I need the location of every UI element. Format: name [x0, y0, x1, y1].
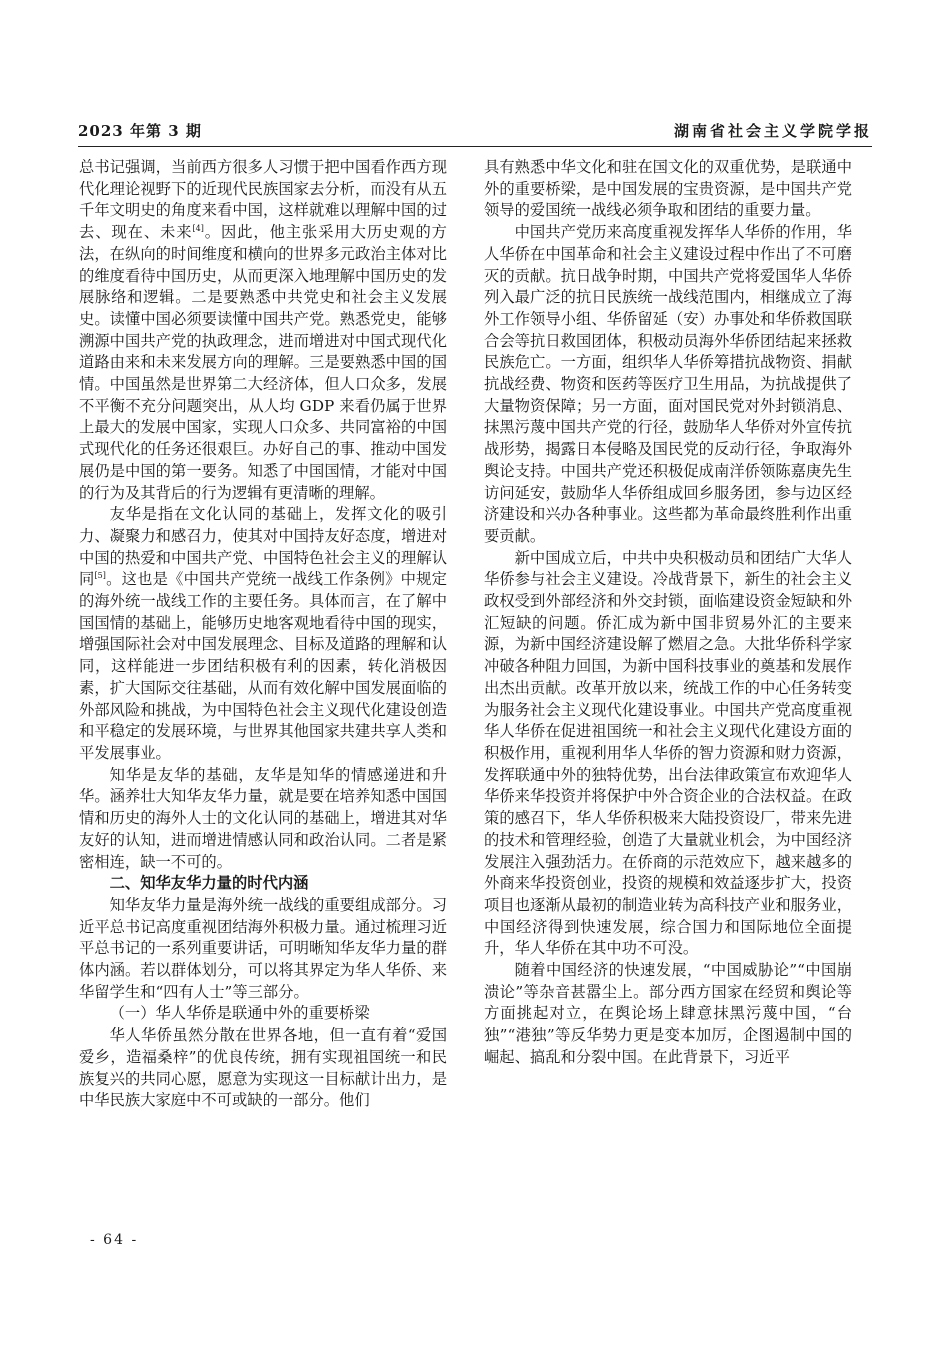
- paragraph: 具有熟悉中华文化和驻在国文化的双重优势，是联通中外的重要桥梁，是中国发展的宝贵资源，是中国共产党领导的爱国统一战线必须争取和团结的重要力量。: [484, 158, 852, 220]
- citation-ref[interactable]: [5]: [94, 571, 106, 581]
- right-column: [484, 157, 852, 1069]
- running-header: [78, 118, 872, 144]
- paragraph: 总书记强调，当前西方很多人习惯于把中国看作西方现代化理论视野下的近现代民族国家去分析，而没有从五千年文明史的角度来看中国，这样就难以理解中国的过去、现在、未来[4]。因此，他主张采用大历史观的方法，在纵向的时间维度和横向的世界多元政治主体对比的维度看待中国历史，从而更深入地理解中国历史的发展脉络和逻辑。二是要熟悉中共党史和社会主义发展史。读懂中国必须要读懂中国共产党。熟悉党史，能够溯源中国共产党的执政理念，进而增进对中国式现代化道路由来和未来发展方向的理解。三是要熟悉中国的国情。中国虽然是世界第二大经济体，但人口众多，发展不平衡不充分问题突出，从人均 GDP 来看仍属于世界上最大的发展中国家，实现人口众多、共同富裕的中国式现代化的任务还很艰巨。办好自己的事、推动中国发展仍是中国的第一要务。知悉了中国国情，才能对中国的行为及其背后的行为逻辑有更清晰的理解。: [79, 158, 447, 502]
- journal-title: 湖南省社会主义学院学报: [673, 122, 872, 140]
- paragraph: 随着中国经济的快速发展，“中国威胁论”“中国崩溃论”等杂音甚嚣尘上。部分西方国家在经贸和舆论等方面挑起对立，在舆论场上肆意抹黑污蔑中国，“台独”“港独”等反华势力更是变本加厉，企图遏制中国的崛起、搞乱和分裂中国。在此背景下，习近平: [484, 961, 852, 1066]
- issue-label: 2023 年第 3 期: [78, 122, 202, 140]
- paragraph: 新中国成立后，中共中央积极动员和团结广大华人华侨参与社会主义建设。冷战背景下，新生的社会主义政权受到外部经济和外交封锁，面临建设资金短缺和外汇短缺的问题。侨汇成为新中国非贸易外汇的主要来源，为新中国经济建设解了燃眉之急。大批华侨科学家冲破各种阻力回国，为新中国科技事业的奠基和发展作出杰出贡献。改革开放以来，统战工作的中心任务转变为服务社会主义现代化建设事业。中国共产党高度重视华人华侨在促进祖国统一和社会主义现代化建设方面的积极作用，重视利用华人华侨的智力资源和财力资源，发挥联通中外的独特优势，出台法律政策宣布欢迎华人华侨来华投资并将保护中外合资企业的合法权益。在政策的感召下，华人华侨积极来大陆投资设厂，带来先进的技术和管理经验，创造了大量就业机会，为中国经济发展注入强劲活力。在侨商的示范效应下，越来越多的外商来华投资创业，投资的规模和效益逐步扩大，投资项目也逐渐从最初的制造业转为高科技产业和服务业，中国经济得到快速发展，综合国力和国际地位全面提升，华人华侨在其中功不可没。: [484, 548, 852, 958]
- section-heading: 二、知华友华力量的时代内涵: [109, 874, 309, 893]
- header-rule: [78, 146, 872, 147]
- left-column: [79, 157, 447, 1112]
- paragraph: 知华是友华的基础，友华是知华的情感递进和升华。涵养壮大知华友华力量，就是要在培养知悉中国国情和历史的海外人士的文化认同的基础上，增进其对华友好的认知，进而增进情感认同和政治认同。二者是紧密相连，缺一不可的。: [79, 765, 447, 871]
- paragraph: 友华是指在文化认同的基础上，发挥文化的吸引力、凝聚力和感召力，使其对中国持友好态度，增进对中国的热爱和中国共产党、中国特色社会主义的理解认同[5]。这也是《中国共产党统一战线工作条例》中规定的海外统一战线工作的主要任务。具体而言，在了解中国国情的基础上，能够历史地客观地看待中国的现实，增强国际社会对中国发展理念、目标及道路的理解和认同，这样能进一步团结积极有利的因素，转化消极因素，扩大国际交往基础，从而有效化解中国发展面临的外部风险和挑战，为中国特色社会主义现代化建设创造和平稳定的发展环境，与世界其他国家共建共享人类和平发展事业。: [79, 505, 447, 762]
- paragraph: 知华友华力量是海外统一战线的重要组成部分。习近平总书记高度重视团结海外积极力量。通过梳理习近平总书记的一系列重要讲话，可明晰知华友华力量的群体内涵。若以群体划分，可以将其界定为华人华侨、来华留学生和“四有人士”等三部分。: [79, 895, 447, 1001]
- paragraph: 华人华侨虽然分散在世界各地，但一直有着“爱国爱乡，造福桑梓”的优良传统，拥有实现祖国统一和民族复兴的共同心愿，愿意为实现这一目标献计出力，是中华民族大家庭中不可或缺的一部分。他们: [79, 1026, 447, 1110]
- page-number: - 64 -: [90, 1232, 139, 1248]
- paragraph: 中国共产党历来高度重视发挥华人华侨的作用，华人华侨在中国革命和社会主义建设过程中作出了不可磨灭的贡献。抗日战争时期，中国共产党将爱国华人华侨列入最广泛的抗日民族统一战线范围内，相继成立了海外工作领导小组、华侨留延（安）办事处和华侨救国联合会等抗日救国团体，积极动员海外华侨团结起来拯救民族危亡。一方面，组织华人华侨筹措抗战物资、捐献抗战经费、物资和医药等医疗卫生用品，为抗战提供了大量物资保障；另一方面，面对国民党对外封锁消息、抹黑污蔑中国共产党的行径，鼓励华人华侨对外宣传抗战形势，揭露日本侵略及国民党的反动行径，争取海外舆论支持。中国共产党还积极促成南洋侨领陈嘉庚先生访问延安，鼓励华人华侨组成回乡服务团，参与边区经济建设和兴办各种事业。这些都为革命最终胜利作出重要贡献。: [484, 223, 852, 545]
- citation-ref[interactable]: [4]: [192, 224, 204, 234]
- subsection-heading: （一）华人华侨是联通中外的重要桥梁: [109, 1004, 370, 1023]
